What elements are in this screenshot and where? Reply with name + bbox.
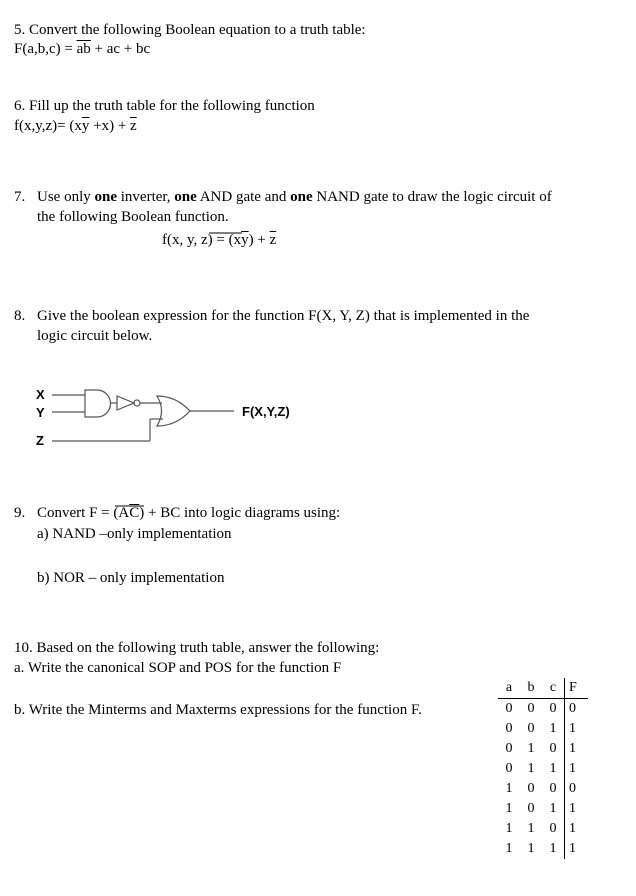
q10-part-a: a. Write the canonical SOP and POS for the function F [14,660,342,676]
cell: 1 [505,801,513,816]
q8-number: 8. [14,308,26,324]
q7-pre: Use only [37,189,95,205]
q6-ybar: $\overline{y}$ [81,118,90,134]
table-row [498,759,588,779]
truth-table [498,678,588,859]
q7-text-line1 [37,189,552,206]
q6-mid: +x) + [89,118,131,134]
q9-ac-overbar [114,503,146,509]
logic-circuit [50,385,240,450]
q7-text-line2: the following Boolean function. [37,209,229,225]
q7-eq-zbar: $\overline{z}$ [269,232,277,248]
cell: 0 [505,721,513,736]
q9-text: Convert $F = (A\overline{C})$ + BC into logic diagrams using: [37,505,341,521]
cell: 0 [549,781,557,796]
header-c: c [542,678,565,699]
q9-ac-cbar: $\overline{C}$ [129,505,140,521]
header-a: a [498,678,520,699]
cell-f: 0 [565,699,589,720]
cell: 0 [549,701,557,716]
table-row [498,779,588,799]
cell-f: 1 [565,759,589,779]
q7-number: 7. [14,189,26,205]
cell-f: 1 [565,799,589,819]
q7-eq-post: ) + [248,232,270,248]
inverter-gate [117,396,134,410]
cell: 0 [505,701,513,716]
cell: 0 [505,761,513,776]
table-row [498,799,588,819]
truth-table-header [498,678,588,699]
cell: 0 [527,701,535,716]
q7-mid2: AND gate and [196,189,291,205]
input-z-label: Z [36,433,44,448]
header-b: b [520,678,542,699]
q9-number: 9. [14,505,26,521]
q9-part-b: b) NOR – only implementation [37,570,225,586]
cell: 0 [505,741,513,756]
cell: 1 [549,761,557,776]
q10-part-b: b. Write the Minterms and Maxterms expressions for the function F. [14,702,422,718]
q6-f-label: f(x,y,z)= (x [14,118,82,134]
q7-bold-one-b: one [174,189,197,205]
table-row [498,839,588,859]
q5-text: 5. Convert the following Boolean equation to a truth table: [14,22,366,38]
q9-pre: Convert F = [37,505,114,521]
input-x-label: X [36,387,45,402]
table-row [498,739,588,759]
cell-f: 1 [565,719,589,739]
table-row [498,819,588,839]
q7-eq-pre: f(x, y, z) = (x [162,232,242,248]
q7-eq-ybar: $\overline{y}$ [241,232,249,248]
q5-rest-terms: + ac + bc [90,41,151,57]
q7-xy-overbar [208,230,244,236]
or-gate [157,396,190,426]
cell: 1 [505,821,513,836]
cell: 0 [527,721,535,736]
cell: 0 [527,781,535,796]
cell-f: 0 [565,779,589,799]
cell-f: 1 [565,819,589,839]
cell: 1 [505,841,513,856]
cell: 0 [527,801,535,816]
cell: 1 [549,841,557,856]
q8-text-line1: Give the boolean expression for the function F(X, Y, Z) that is implemented in the [37,308,530,324]
cell: 1 [527,821,535,836]
q6-text: 6. Fill up the truth table for the following function [14,98,315,114]
q5-ab-term: $\overline{ab}$ [76,41,91,57]
q9-ac-a: A [118,505,130,521]
output-label: F(X,Y,Z) [242,404,290,419]
cell: 1 [527,841,535,856]
cell: 1 [527,761,535,776]
q9-part-a: a) NAND –only implementation [37,526,232,542]
cell: 1 [549,721,557,736]
cell: 0 [549,741,557,756]
cell: 1 [527,741,535,756]
and-gate [85,390,111,417]
cell-f: 1 [565,739,589,759]
q5-equation [14,41,150,58]
q5-f-label: F(a,b,c) = [14,41,77,57]
table-row [498,719,588,739]
q8-text-line2: logic circuit below. [37,328,153,344]
cell-f: 1 [565,839,589,859]
q10-text: 10. Based on the following truth table, answer the following: [14,640,380,656]
header-f: F [565,678,589,699]
q7-bold-one-c: one [290,189,313,205]
q6-zbar: $\overline{z}$ [130,118,137,134]
cell: 1 [505,781,513,796]
q6-equation [14,118,137,135]
q7-post: NAND gate to draw the logic circuit of [312,189,552,205]
input-y-label: Y [36,405,45,420]
q7-mid1: inverter, [117,189,175,205]
q7-bold-one-a: one [94,189,117,205]
cell: 1 [549,801,557,816]
q9-post: + BC into logic diagrams using: [144,505,341,521]
cell: 0 [549,821,557,836]
table-row [498,699,588,720]
